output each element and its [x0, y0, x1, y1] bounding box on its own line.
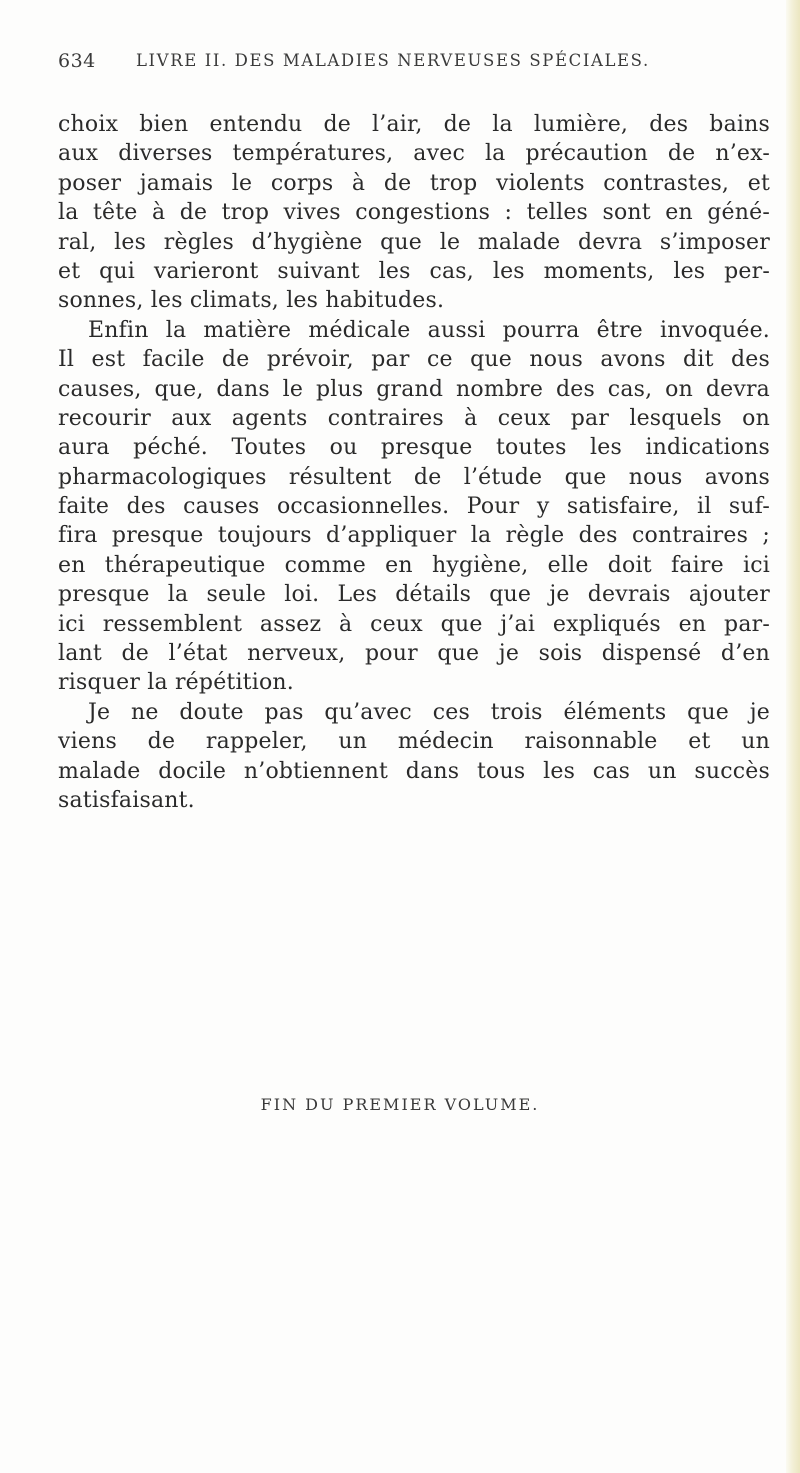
text-line: pharmacologiques résultent de l’étude que nous avons — [58, 464, 770, 490]
text-line: faite des causes occasionnelles. Pour y satisfaire, il suf- — [58, 494, 770, 520]
page-edge — [786, 0, 800, 1473]
text-line: lant de l’état nerveux, pour que je sois dispensé d’en — [58, 641, 770, 667]
text-line: malade docile n’obtiennent dans tous les cas un succès — [58, 758, 770, 784]
text-line: risquer la répétition. — [58, 670, 294, 696]
text-line: sonnes, les climats, les habitudes. — [58, 288, 445, 314]
page-number: 634 — [58, 50, 96, 72]
text-line: causes, que, dans le plus grand nombre des cas, on devra — [58, 376, 770, 402]
text-line: viens de rappeler, un médecin raisonnable et un — [58, 729, 770, 755]
text-line: aux diverses températures, avec la précaution de n’ex- — [58, 141, 770, 167]
text-line: la tête à de trop vives congestions : telles sont en géné- — [58, 200, 770, 226]
text-line: presque la seule loi. Les détails que je devrais ajouter — [58, 582, 770, 608]
end-of-volume-colophon: FIN DU PREMIER VOLUME. — [260, 1095, 540, 1114]
text-line: choix bien entendu de l’air, de la lumière, des bains — [58, 112, 770, 137]
text-line: poser jamais le corps à de trop violents contrastes, et — [58, 170, 770, 196]
text-line: fira presque toujours d’appliquer la règle des contraires ; — [58, 523, 770, 549]
text-line: ral, les règles d’hygiène que le malade devra s’imposer — [58, 229, 770, 255]
running-head-title: LIVRE II. DES MALADIES NERVEUSES SPÉCIALES. — [136, 51, 650, 70]
text-line: satisfaisant. — [58, 787, 195, 813]
text-line: Enfin la matière médicale aussi pourra être invoquée. — [88, 317, 770, 343]
running-head — [58, 50, 758, 84]
text-line: Il est facile de prévoir, par ce que nous avons dit des — [58, 347, 770, 373]
text-line: recourir aux agents contraires à ceux par lesquels on — [58, 405, 770, 431]
text-line: aura péché. Toutes ou presque toutes les indications — [58, 435, 770, 461]
text-line: ici ressemblent assez à ceux que j’ai expliqués en par- — [58, 611, 770, 637]
text-line: et qui varieront suivant les cas, les moments, les per- — [58, 258, 770, 284]
text-line: en thérapeutique comme en hygiène, elle doit faire ici — [58, 552, 770, 578]
body-text — [58, 110, 770, 815]
text-line: Je ne doute pas qu’avec ces trois éléments que je — [88, 699, 770, 725]
